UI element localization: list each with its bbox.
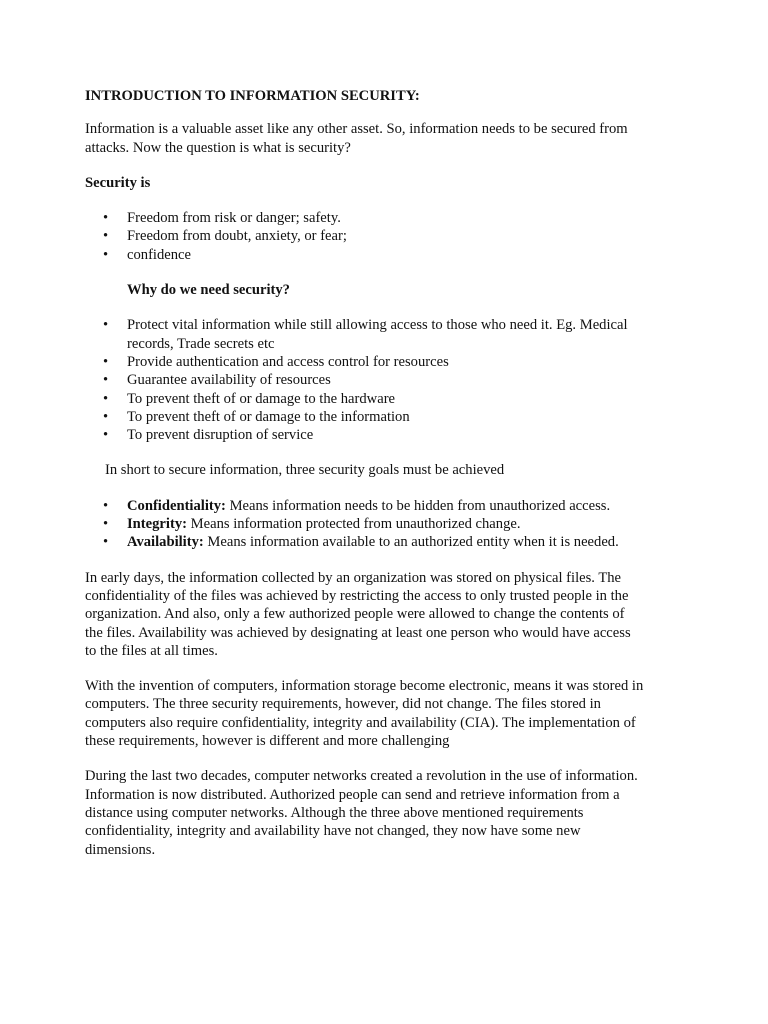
list-item	[85, 497, 645, 515]
list-item: • Protect vital information while still allowing access to those who need it. Eg. Medical records, Trade secrets etc	[103, 317, 628, 352]
bullet-icon: •	[103, 210, 109, 227]
goal-description: Means information protected from unauthorized change.	[190, 516, 521, 533]
list-item: • confidence	[103, 246, 192, 263]
goals-list	[85, 497, 645, 552]
list-item: • Guarantee availability of resources	[103, 372, 331, 389]
document-page	[85, 87, 645, 859]
goal-description: Means information needs to be hidden from unauthorized access.	[229, 497, 611, 514]
list-item: • To prevent theft of or damage to the information	[103, 408, 410, 425]
bullet-icon: •	[103, 353, 109, 370]
why-heading: Why do we need security?	[127, 282, 290, 299]
security-is-heading: Security is	[85, 174, 151, 191]
bullet-icon: •	[103, 497, 109, 514]
bullet-icon: •	[103, 516, 109, 533]
bullet-icon: •	[103, 427, 109, 444]
paragraph-early-days: In early days, the information collected by an organization was stored on physical files. The confidentiality of the files was achieved by restricting the access to only trusted people in the organization. And also, only a few authorized people were allowed to change the contents of the files. Availability was achieved by designating at least one person who would have access to the files at all times.	[85, 569, 631, 659]
why-list	[85, 316, 645, 444]
goals-intro: In short to secure information, three security goals must be achieved	[105, 462, 505, 479]
goal-term: Availability:	[127, 534, 204, 551]
paragraph-networks: During the last two decades, computer networks created a revolution in the use of information. Information is now distributed. Authorized people can send and retrieve information from a distance using computer networks. Although the three above mentioned requirements confidentiality, integrity and availability have not changed, they now have some new dimensions.	[85, 768, 638, 858]
list-item: • Freedom from risk or danger; safety.	[103, 210, 341, 227]
list-item	[85, 515, 645, 533]
list-item	[85, 533, 645, 551]
goal-description: Means information available to an authorized entity when it is needed.	[207, 534, 619, 551]
paragraph-computers: With the invention of computers, information storage become electronic, means it was stored in computers. The three security requirements, however, did not change. The files stored in computers also require confidentiality, integrity and availability (CIA). The implementation of these requirements, however is different and more challenging	[85, 678, 644, 750]
page-title: INTRODUCTION TO INFORMATION SECURITY:	[85, 88, 420, 104]
bullet-icon: •	[103, 408, 109, 425]
list-item: • Provide authentication and access control for resources	[103, 353, 449, 370]
list-item: • To prevent theft of or damage to the hardware	[103, 390, 396, 407]
bullet-icon: •	[103, 246, 109, 263]
security-is-list	[85, 209, 645, 264]
intro-paragraph: Information is a valuable asset like any other asset. So, information needs to be secured from attacks. Now the question is what is security?	[85, 121, 628, 156]
bullet-icon: •	[103, 372, 109, 389]
bullet-icon: •	[103, 390, 109, 407]
bullet-icon: •	[103, 317, 109, 334]
bullet-icon: •	[103, 534, 109, 551]
list-item: • Freedom from doubt, anxiety, or fear;	[103, 228, 347, 245]
goal-term: Confidentiality:	[127, 497, 226, 514]
list-item: • To prevent disruption of service	[103, 427, 314, 444]
goal-term: Integrity:	[127, 516, 187, 533]
bullet-icon: •	[103, 228, 109, 245]
